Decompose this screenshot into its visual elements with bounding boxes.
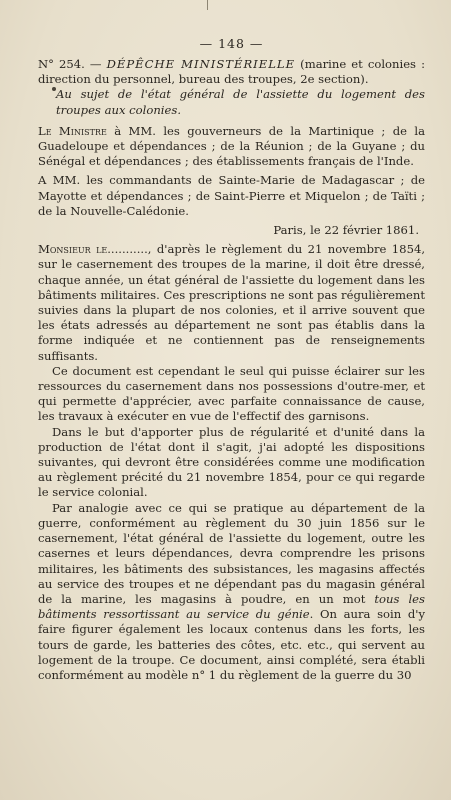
letter-body (38, 242, 425, 683)
page-number: — 148 — (199, 36, 264, 51)
minister-label: Le Ministre (38, 123, 107, 138)
salutation: Monsieur le (38, 242, 108, 257)
paragraph-3: Dans le but d'apporter plus de régularité et d'unité dans la production de l'état dont il s'agit, j'ai adopté les dispositions suivantes, qui devront être considérées comme une modification au règlement précité du 21 novembre 1854, pour ce qui regarde le service colonial. (38, 424, 425, 500)
dispatch-title (38, 57, 425, 118)
letter-date: Paris, le 22 février 1861. (273, 223, 419, 238)
page-top-mark (207, 0, 208, 10)
margin-dot (52, 87, 56, 91)
paragraph-2: Ce document est cependant le seul qui puisse éclairer sur les ressources du casernement dans nos possessions d'outre-mer, et qui permette d'apprécier, avec parfaite connaissance de cause, les travaux à exécuter en vue de l'effectif des garnisons. (38, 363, 425, 424)
dispatch-subject: Au sujet de l'état général de l'assiette du logement des troupes aux colonies. (56, 87, 425, 117)
paragraph-4-italic: tous les bâtiments ressortissant au service du génie (38, 591, 425, 622)
dispatch-number: N° 254. (38, 57, 85, 71)
governors-list: à MM. les gouverneurs de la Martinique ; de la Guadeloupe et dépendances ; de la Réunion ; de la Guyane ; du Sénégal et dépendances ; des établissements français de l'Inde. (38, 123, 425, 169)
paragraph-1-text: , d'après le règlement du 21 novembre 1854, sur le casernement des troupes de la marine, il doit être dressé, chaque année, un état général de l'assiette du logement dans les bâtiments militaires. Ces prescriptions ne sont pas régulièrement suivies dans la plupart de nos colonies, et il arrive souvent que les états adressés au département ne sont pas établis dans la forme indiquée et ne contiennent pas de renseignements suffisants. (38, 242, 426, 363)
dispatch-heading: DÉPÊCHE MINISTÉRIELLE (106, 57, 296, 71)
addressees-commandants: A MM. les commandants de Sainte-Marie de Madagascar ; de Mayotte et dépendances ; de Saint-Pierre et Miquelon ; de Taïti ; de la Nouvelle-Calédonie. (38, 173, 425, 218)
paragraph-4-text-b: . On aura soin d'y faire figurer également les locaux contenus dans les forts, les tours de garde, les batteries des côtes, etc. etc., qui servent au logement de la troupe. Ce document, ainsi complété, sera établi conformément au modèle n° 1 du règlement de la guerre du 30 (38, 607, 425, 682)
salutation-dots: ........... (107, 242, 148, 257)
paragraph-4-text-a: Par analogie avec ce qui se pratique au département de la guerre, conformément au règlement du 30 juin 1856 sur le casernement, l'état général de l'assiette du logement, outre les casernes et leurs dépendances, devra comprendre les prisons militaires, les bâtiments des subsistances, les magasins affectés au service des troupes et ne dépendant pas du magasin général de la marine, les magasins à poudre, en un mot (38, 500, 425, 606)
addressees-governors (38, 124, 425, 170)
paragraph-1 (38, 242, 425, 364)
dispatch-dash: — (89, 57, 102, 71)
paragraph-4 (38, 501, 425, 683)
dispatch-origin: (marine et colonies : direction du personnel, bureau des troupes, 2e section). (38, 57, 425, 87)
